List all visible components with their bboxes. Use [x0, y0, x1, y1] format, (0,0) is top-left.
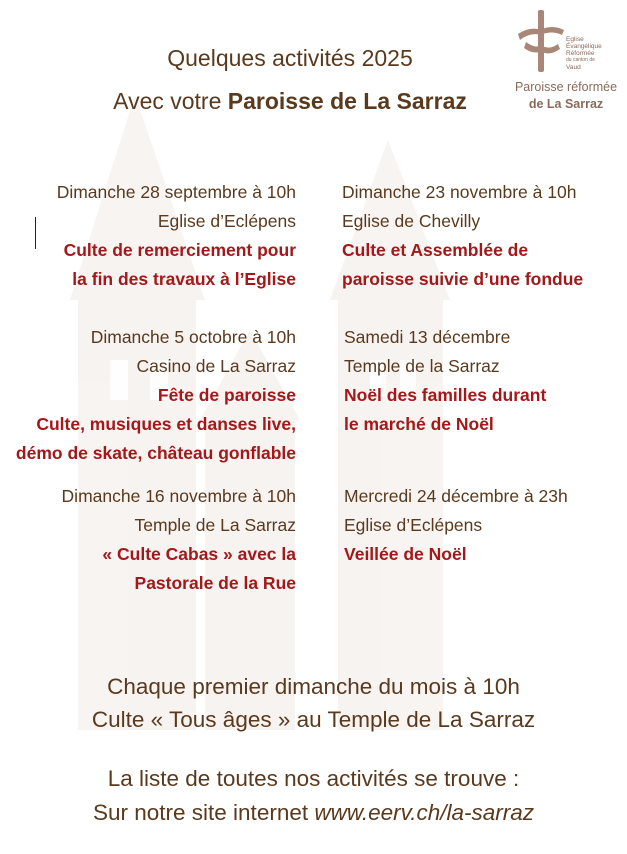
event-date: Dimanche 23 novembre à 10h	[342, 182, 577, 202]
event-card	[62, 482, 296, 598]
logo-place: de La Sarraz	[528, 97, 604, 111]
event-detail: paroisse suivie d’une fondue	[342, 269, 584, 289]
footer-line: Culte « Tous âges » au Temple de La Sarraz	[91, 707, 536, 732]
event-place: Casino de La Sarraz	[136, 356, 296, 376]
event-detail: Culte, musiques et danses live,	[36, 414, 296, 434]
event-detail: le marché de Noël	[344, 414, 494, 434]
event-detail: Pastorale de la Rue	[134, 573, 296, 593]
event-card	[344, 482, 568, 569]
event-date: Dimanche 16 novembre à 10h	[61, 486, 296, 506]
event-card	[344, 323, 546, 439]
footer-line: Chaque premier dimanche du mois à 10h	[107, 674, 520, 699]
event-card	[16, 323, 296, 468]
page-subtitle: Avec votre Paroisse de La Sarraz	[113, 88, 467, 114]
event-detail: démo de skate, château gonflable	[15, 443, 296, 463]
event-place: Eglise de Chevilly	[342, 211, 481, 231]
event-detail: Fête de paroisse	[157, 385, 296, 405]
event-place: Eglise d’Eclépens	[344, 515, 483, 535]
event-detail: Veillée de Noël	[344, 544, 467, 564]
event-place: Eglise d’Eclépens	[157, 211, 296, 231]
logo-church-name: Eglise Évangélique Réformée du canton de Vaud	[566, 36, 602, 71]
event-detail: Culte et Assemblée de	[342, 240, 529, 260]
logo-paroisse: Paroisse réformée	[514, 80, 618, 94]
event-detail: la fin des travaux à l’Eglise	[72, 269, 296, 289]
event-card	[57, 178, 296, 294]
event-date: Dimanche 5 octobre à 10h	[90, 327, 296, 347]
event-date: Dimanche 28 septembre à 10h	[56, 182, 296, 202]
footer-website-line: Sur notre site internet www.eerv.ch/la-sarraz	[92, 800, 534, 825]
text-cursor	[35, 217, 36, 249]
event-detail: Noël des familles durant	[344, 385, 547, 405]
event-place: Temple de La Sarraz	[134, 515, 296, 535]
event-detail: « Culte Cabas » avec la	[102, 544, 296, 564]
event-date: Mercredi 24 décembre à 23h	[344, 486, 568, 506]
event-date: Samedi 13 décembre	[344, 327, 511, 347]
footer-line: La liste de toutes nos activités se trouve :	[107, 766, 520, 791]
event-card	[342, 178, 583, 294]
event-detail: Culte de remerciement pour	[63, 240, 296, 260]
website-link[interactable]: www.eerv.ch/la-sarraz	[314, 800, 534, 825]
event-place: Temple de la Sarraz	[344, 356, 500, 376]
page-title: Quelques activités 2025	[167, 45, 413, 71]
